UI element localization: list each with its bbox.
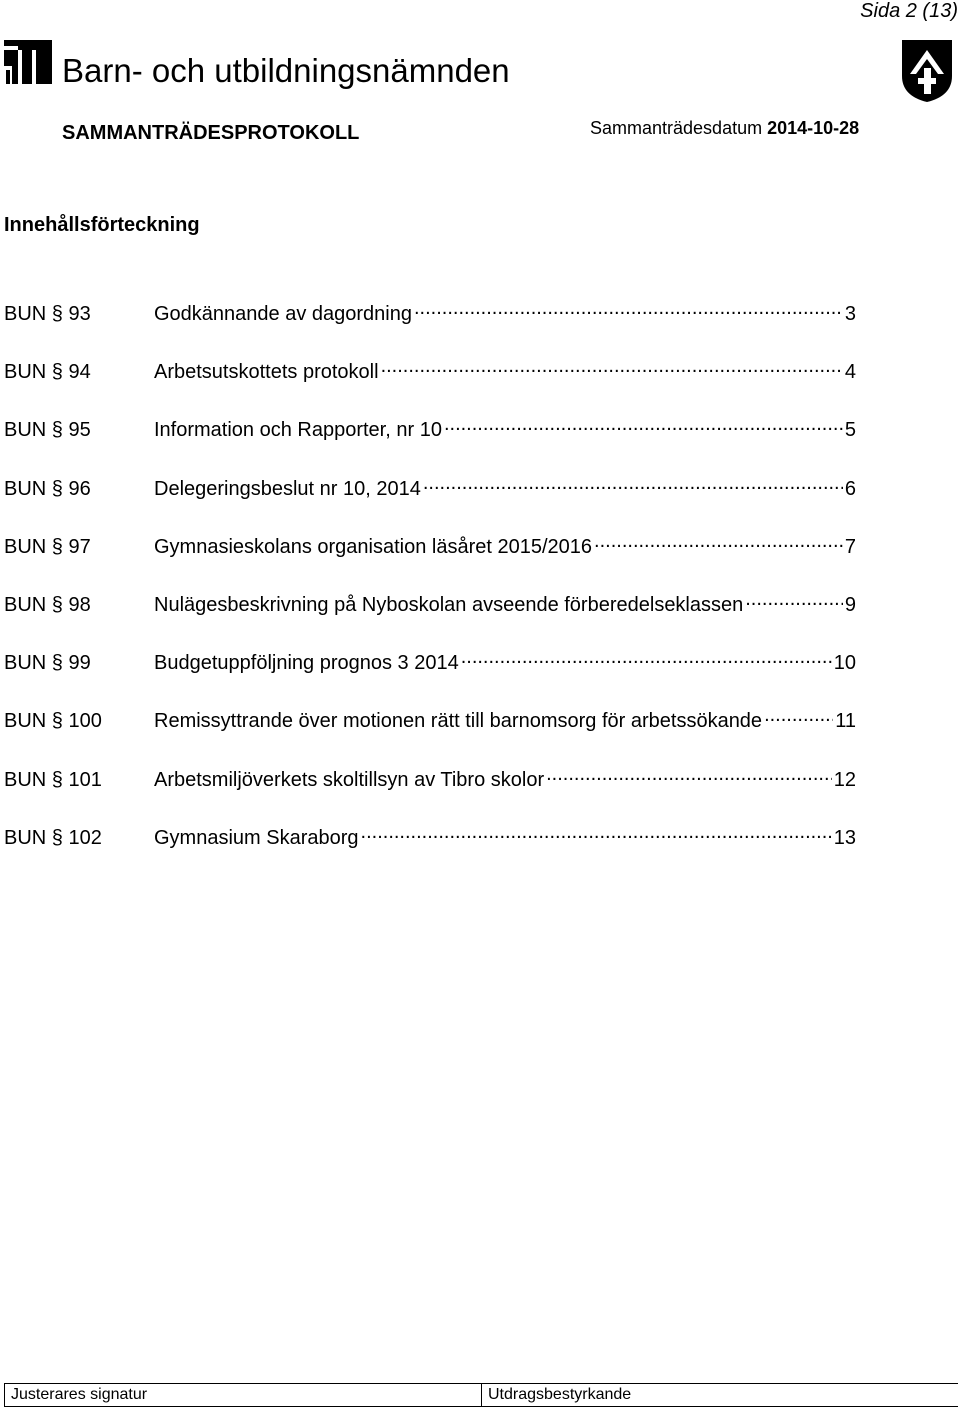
- toc-item-page: 4: [844, 361, 856, 384]
- toc-item[interactable]: [4, 296, 856, 354]
- toc-item-title: Arbetsmiljöverkets skoltillsyn av Tibro skolor: [154, 768, 545, 791]
- toc-item-code: BUN § 96: [4, 477, 91, 500]
- toc-item-page: 3: [844, 303, 856, 325]
- extract-label: Utdragsbestyrkande: [488, 1386, 632, 1403]
- signature-table: [4, 1383, 958, 1407]
- toc-item-page: 11: [835, 710, 856, 733]
- coat-of-arms-icon: [900, 38, 954, 104]
- toc-item-page: 12: [833, 768, 856, 791]
- toc-item-title: Gymnasium Skaraborg: [154, 826, 359, 849]
- tibro-logo-icon: [4, 40, 52, 84]
- toc-item-code: BUN § 98: [4, 593, 91, 616]
- toc-item-page: 9: [844, 593, 856, 616]
- toc-item-title: Delegeringsbeslut nr 10, 2014: [154, 477, 421, 500]
- organization-name: Barn- och utbildningsnämnden: [62, 52, 510, 89]
- toc-item[interactable]: [4, 471, 856, 529]
- toc-item-title: Godkännande av dagordning: [154, 303, 412, 325]
- toc-item-title: Arbetsutskottets protokoll: [154, 361, 379, 384]
- toc-item-code: BUN § 100: [4, 710, 102, 733]
- toc-item-leader: [444, 412, 843, 436]
- toc-item[interactable]: [4, 645, 856, 703]
- toc-item-page: 13: [833, 826, 856, 849]
- toc-item[interactable]: [4, 762, 856, 820]
- meeting-date-value: 2014-10-28: [767, 118, 860, 138]
- toc-item-title: Information och Rapporter, nr 10: [154, 419, 442, 442]
- toc-item-leader: [461, 645, 832, 669]
- signature-field[interactable]: [5, 1384, 482, 1406]
- toc-item[interactable]: [4, 529, 856, 587]
- toc-item-page: 10: [833, 652, 856, 675]
- toc-item-leader: [361, 820, 832, 844]
- toc-item-code: BUN § 99: [4, 652, 91, 675]
- toc-item-code: BUN § 93: [4, 303, 91, 325]
- toc-item-title: Gymnasieskolans organisation läsåret 2015/2016: [154, 535, 593, 558]
- toc-item-page: 5: [844, 419, 856, 442]
- toc-item-title: Budgetuppföljning prognos 3 2014: [154, 652, 459, 675]
- toc-item-code: BUN § 95: [4, 419, 91, 442]
- meeting-date: [590, 118, 859, 139]
- toc-item-page: 6: [844, 477, 856, 500]
- toc-item-code: BUN § 101: [4, 768, 102, 791]
- toc-item-leader: [546, 762, 832, 786]
- toc-item-code: BUN § 94: [4, 361, 91, 384]
- toc-item-page: 7: [844, 535, 856, 558]
- toc-item-code: BUN § 102: [4, 826, 102, 849]
- extract-certification-field[interactable]: [482, 1384, 958, 1406]
- toc-item-leader: [423, 471, 843, 495]
- meeting-date-label: Sammanträdesdatum: [590, 118, 763, 138]
- toc-item[interactable]: [4, 587, 856, 645]
- toc-item-title: Remissyttrande över motionen rätt till barnomsorg för arbetssökande: [154, 710, 763, 733]
- toc-item-title: Nulägesbeskrivning på Nyboskolan avseende förberedelseklassen: [154, 593, 744, 616]
- toc-item[interactable]: [4, 412, 856, 470]
- page-number: Sida 2 (13): [860, 0, 958, 22]
- toc-item[interactable]: [4, 703, 856, 761]
- signature-label: Justerares signatur: [11, 1386, 148, 1403]
- toc-item-leader: [745, 587, 843, 611]
- toc-item-leader: [594, 529, 843, 553]
- toc-item[interactable]: [4, 354, 856, 412]
- toc-list: [4, 296, 856, 878]
- toc-item-leader: [381, 354, 843, 378]
- toc-item-leader: [414, 296, 843, 320]
- toc-item-leader: [764, 703, 833, 727]
- toc-heading: Innehållsförteckning: [4, 214, 200, 236]
- toc-item-code: BUN § 97: [4, 535, 91, 558]
- toc-item[interactable]: [4, 820, 856, 878]
- document-type: SAMMANTRÄDESPROTOKOLL: [62, 122, 360, 144]
